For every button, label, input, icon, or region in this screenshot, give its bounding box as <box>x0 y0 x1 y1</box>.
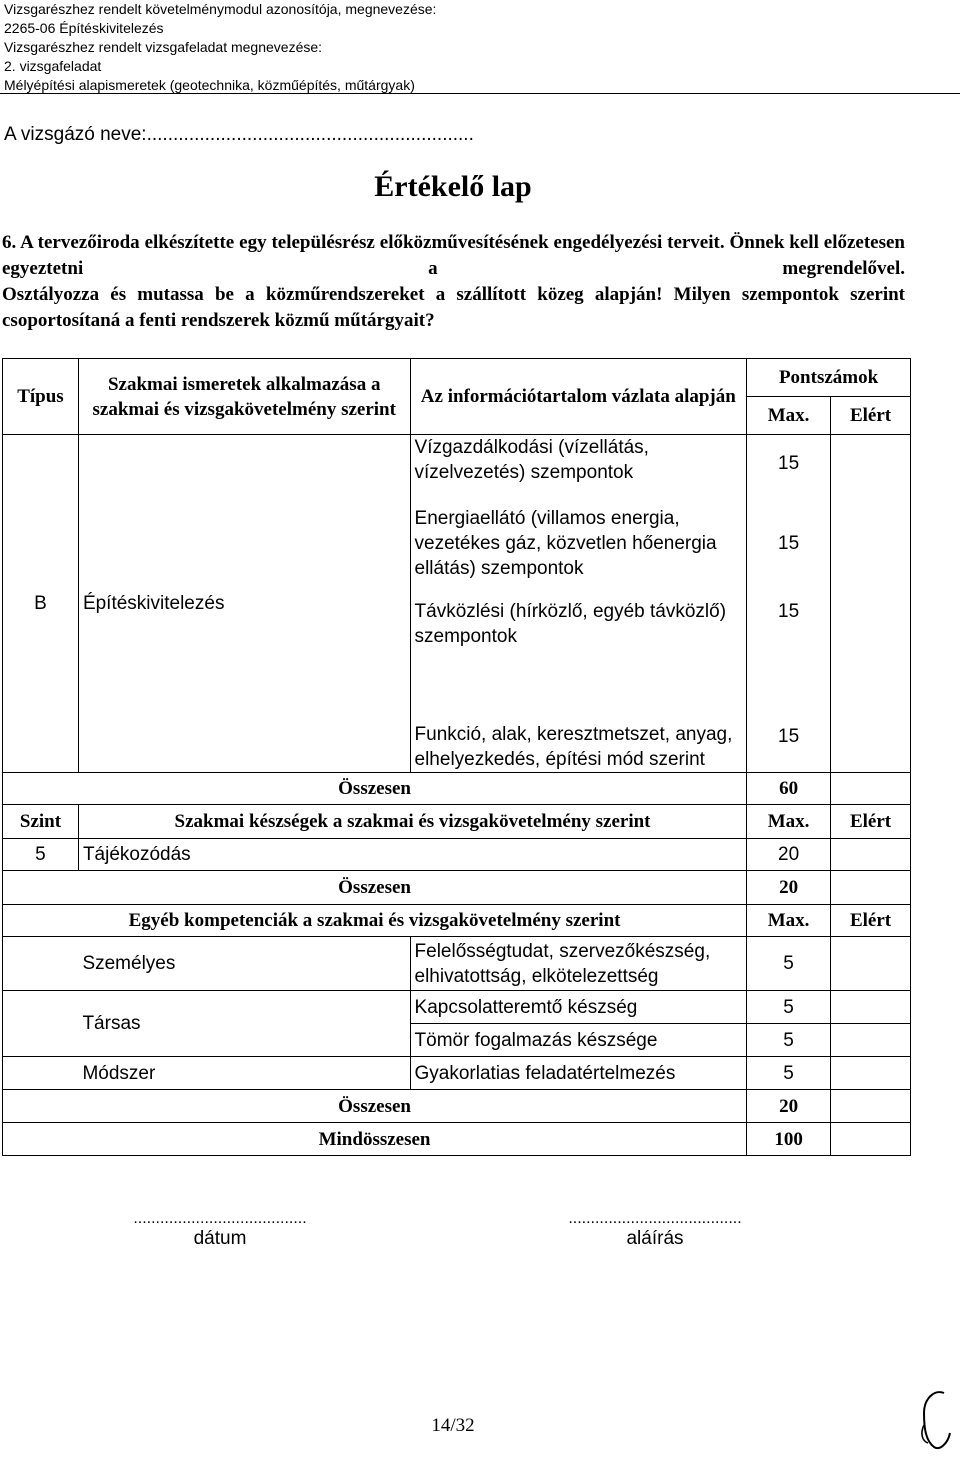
max-points-cell: 5 <box>747 1057 831 1090</box>
date-label: dátum <box>193 1228 247 1249</box>
max-points-cell: 5 <box>747 991 831 1024</box>
type-cell <box>3 991 79 1057</box>
table-row <box>3 991 911 1024</box>
max-points-cell: 15 <box>747 671 831 773</box>
column-header-type: Típus <box>3 359 79 435</box>
column-header-achieved: Elért <box>831 397 911 435</box>
subtotal-label: Összesen <box>3 1090 747 1123</box>
subtotal-row <box>3 871 911 905</box>
area-cell: Építéskivitelezés <box>78 435 410 773</box>
competency-category: Személyes <box>78 937 410 991</box>
achieved-points-cell <box>831 1024 911 1057</box>
type-cell: B <box>3 435 79 773</box>
grand-total-row <box>3 1123 911 1156</box>
grand-total-max: 100 <box>747 1123 831 1156</box>
achieved-points-cell <box>831 937 911 991</box>
page-title: Értékelő lap <box>374 170 532 203</box>
achieved-points-cell <box>831 991 911 1024</box>
outline-item: Távközlési (hírközlő, egyéb távközlő) szempontok <box>410 595 747 671</box>
subtotal-max: 20 <box>747 1090 831 1123</box>
competency-category: Módszer <box>78 1057 410 1090</box>
subtotal-label: Összesen <box>3 773 747 805</box>
competencies-header-row <box>3 905 911 937</box>
table-row <box>3 1057 911 1090</box>
column-header-max: Max. <box>747 397 831 435</box>
subtotal-row <box>3 1090 911 1123</box>
grand-total-achieved <box>831 1123 911 1156</box>
subtotal-max: 60 <box>747 773 831 805</box>
outline-item: Vízgazdálkodási (vízellátás, vízelvezetés) szempontok <box>410 435 747 493</box>
competencies-header-title: Egyéb kompetenciák a szakmai és vizsgakövetelmény szerint <box>3 905 747 937</box>
signature-dots: ....................................... <box>568 1210 742 1227</box>
candidate-name-field: A vizsgázó neve:.............................................................. <box>4 124 474 145</box>
achieved-points-cell <box>831 435 911 773</box>
outline-item: Energiaellátó (villamos energia, vezetékes gáz, közvetlen hőenergia ellátás) szempontok <box>410 493 747 595</box>
header-line-module-label: Vizsgarészhez rendelt követelménymodul azonosítója, megnevezése: <box>4 1 437 17</box>
table-row <box>3 435 911 493</box>
max-points-cell: 5 <box>747 937 831 991</box>
column-header-achieved: Elért <box>831 905 911 937</box>
date-field <box>80 1210 360 1250</box>
page-header <box>4 0 436 95</box>
competency-item: Gyakorlatias feladatértelmezés <box>410 1057 747 1090</box>
column-header-outline: Az információtartalom vázlata alapján <box>410 359 747 435</box>
table-header-row <box>3 359 911 397</box>
column-header-achieved: Elért <box>831 805 911 839</box>
signature-label: aláírás <box>626 1228 684 1249</box>
header-line-task-number: 2. vizsgafeladat <box>4 58 102 74</box>
table-row <box>3 937 911 991</box>
subtotal-achieved <box>831 773 911 805</box>
max-points-cell: 15 <box>747 493 831 595</box>
competency-item: Tömör fogalmazás készsége <box>410 1024 747 1057</box>
column-header-knowledge: Szakmai ismeretek alkalmazása a szakmai és vizsgakövetelmény szerint <box>78 359 410 435</box>
task-paragraph-1: 6. A tervezőiroda elkészítette egy településrész előközművesítésének engedélyezési terveit. Önnek kell előzetesen egyeztetni a megrendelővel. <box>2 232 905 279</box>
type-cell <box>3 937 79 991</box>
column-header-points: Pontszámok <box>747 359 911 397</box>
subtotal-row <box>3 773 911 805</box>
column-header-max: Max. <box>747 805 831 839</box>
column-header-level: Szint <box>3 805 79 839</box>
skills-header-title: Szakmai készségek a szakmai és vizsgakövetelmény szerint <box>78 805 746 839</box>
table-row <box>3 839 911 871</box>
max-points-cell: 15 <box>747 435 831 493</box>
subtotal-achieved <box>831 871 911 905</box>
date-dots: ....................................... <box>133 1210 307 1227</box>
task-description <box>2 230 905 334</box>
header-divider <box>0 93 960 94</box>
evaluation-table <box>2 358 911 1156</box>
page-number: 14/32 <box>431 1415 475 1436</box>
subtotal-label: Összesen <box>3 871 747 905</box>
outline-item: Funkció, alak, keresztmetszet, anyag, elhelyezkedés, építési mód szerint <box>410 671 747 773</box>
achieved-points-cell <box>831 1057 911 1090</box>
header-line-task-label: Vizsgarészhez rendelt vizsgafeladat megnevezése: <box>4 39 323 55</box>
task-paragraph-2: Osztályozza és mutassa be a közműrendszereket a szállított közeg alapján! Milyen szempontok szerint csoportosítaná a fenti rendszerek közmű műtárgyait? <box>2 284 905 331</box>
header-line-module-code: 2265-06 Építéskivitelezés <box>4 20 164 36</box>
max-points-cell: 15 <box>747 595 831 671</box>
column-header-max: Max. <box>747 905 831 937</box>
type-cell <box>3 1057 79 1090</box>
competency-item: Kapcsolatteremtő készség <box>410 991 747 1024</box>
competency-category: Társas <box>78 991 410 1057</box>
signature-field <box>515 1210 795 1250</box>
handwritten-initial-mark <box>910 1385 956 1455</box>
header-line-task-title: Mélyépítési alapismeretek (geotechnika, közműépítés, műtárgyak) <box>4 77 415 93</box>
competency-item: Felelősségtudat, szervezőkészség, elhivatottság, elkötelezettség <box>410 937 747 991</box>
skill-name: Tájékozódás <box>78 839 746 871</box>
skill-level: 5 <box>3 839 79 871</box>
max-points-cell: 5 <box>747 1024 831 1057</box>
grand-total-label: Mindösszesen <box>3 1123 747 1156</box>
subtotal-achieved <box>831 1090 911 1123</box>
max-points-cell: 20 <box>747 839 831 871</box>
subtotal-max: 20 <box>747 871 831 905</box>
achieved-points-cell <box>831 839 911 871</box>
skills-header-row <box>3 805 911 839</box>
